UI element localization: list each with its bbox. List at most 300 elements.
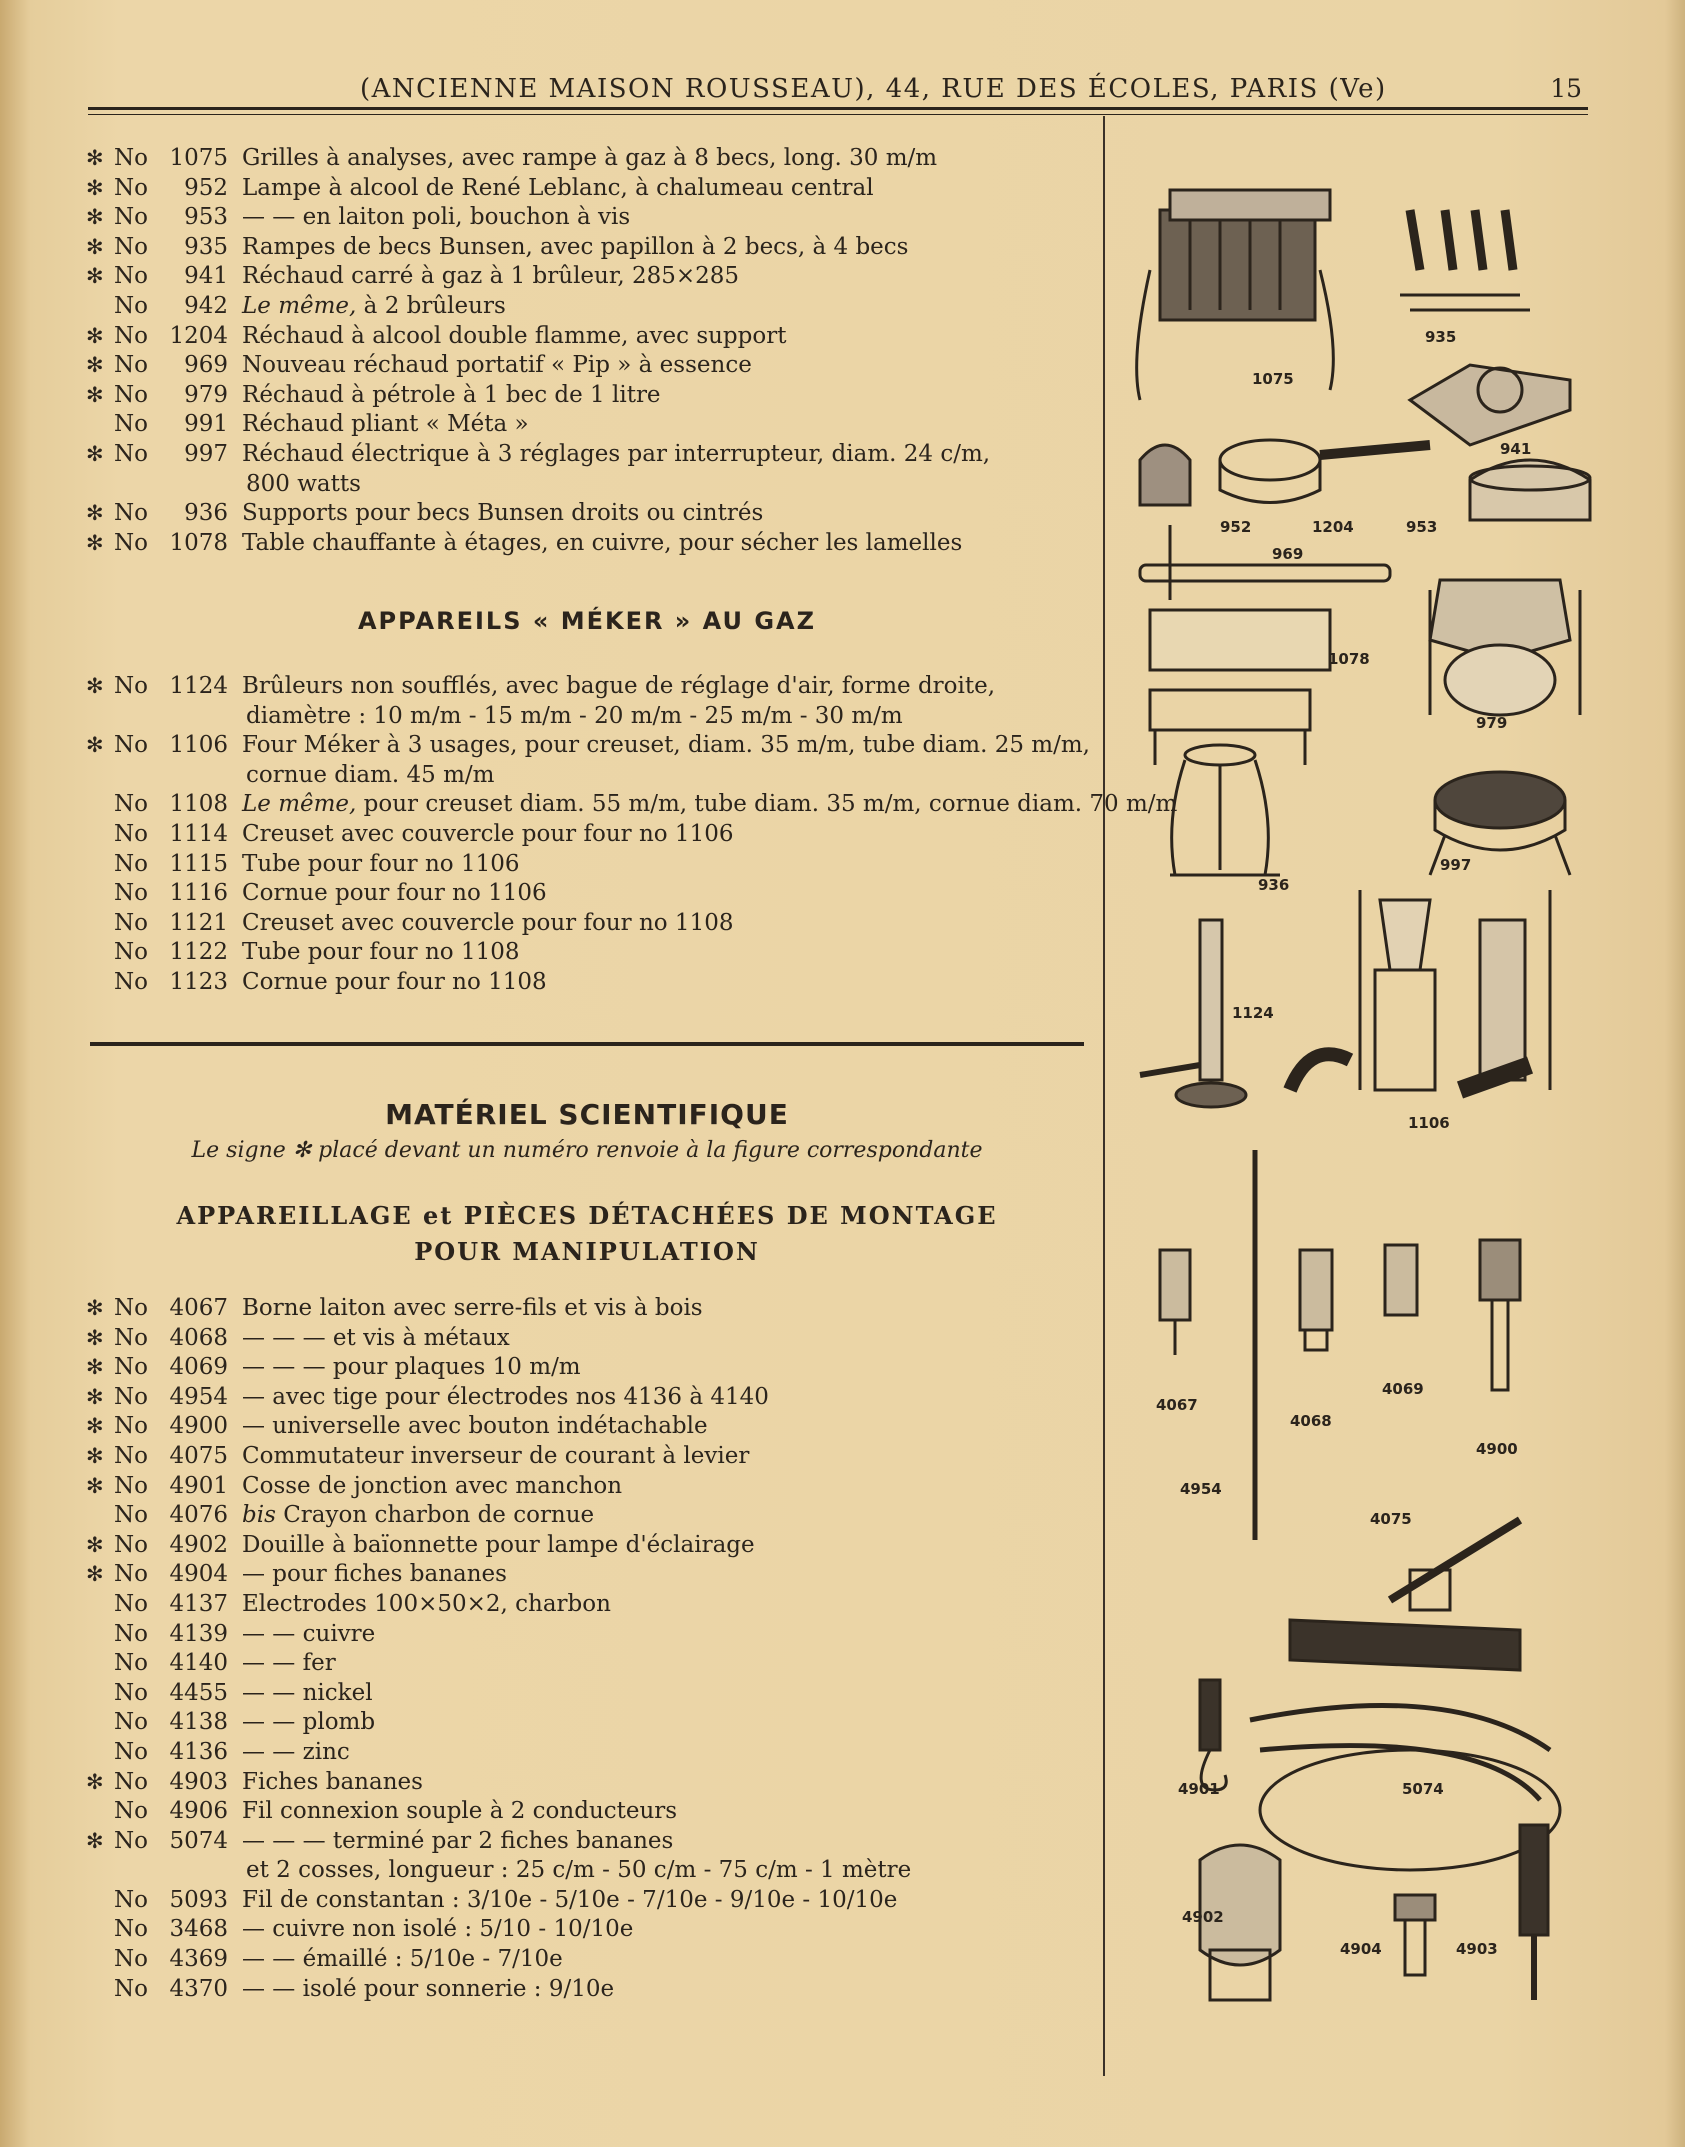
figure-label-4903: 4903	[1456, 1940, 1498, 1958]
catalog-entry-1122	[86, 938, 1096, 968]
figure-label-4901: 4901	[1178, 1780, 1220, 1798]
entry-description	[242, 1324, 510, 1354]
entry-no-label: No	[114, 1561, 148, 1588]
entry-description-text: — cuivre non isolé : 5/10 - 10/10e	[242, 1916, 634, 1943]
entry-description	[242, 820, 733, 850]
entry-no-label: No	[114, 1768, 148, 1795]
bunsen-support-936-illustration	[1170, 745, 1280, 875]
entry-continuation: 800 watts	[246, 470, 361, 497]
catalog-entry-5074	[86, 1827, 1096, 1857]
section-title-apparatus-1: APPAREILLAGE et PIÈCES DÉTACHÉES DE MONTAGE	[176, 1201, 998, 1230]
figure-label-5074: 5074	[1402, 1780, 1444, 1798]
entry-number: 991	[184, 411, 228, 438]
stove-969-illustration	[1140, 525, 1390, 600]
catalog-entry-1108	[86, 790, 1178, 820]
catalog-entry-3468	[86, 1915, 1096, 1945]
figure-label-4904: 4904	[1340, 1940, 1382, 1958]
entry-description	[242, 1353, 581, 1383]
entry-description	[242, 203, 630, 233]
entry-description	[242, 1412, 708, 1442]
catalog-entry-941	[86, 262, 1096, 292]
entry-no-label: No	[114, 233, 148, 260]
entry-number: 1115	[169, 850, 228, 877]
entry-description-text: Electrodes 100×50×2, charbon	[242, 1590, 611, 1617]
entry-number: 5074	[169, 1827, 228, 1854]
entry-description	[242, 381, 661, 411]
figure-label-4900: 4900	[1476, 1440, 1518, 1458]
meker-burner-1124-illustration	[1140, 920, 1246, 1107]
entry-description	[242, 1442, 749, 1472]
figure-label-4068: 4068	[1290, 1412, 1332, 1430]
catalog-entry-4140	[86, 1649, 1096, 1679]
figure-marker-icon: ✻	[86, 175, 104, 200]
entry-description-text: Rampes de becs Bunsen, avec papillon à 2 becs, à 4 becs	[242, 233, 909, 260]
catalog-entry-979	[86, 381, 1096, 411]
entry-description-text: Supports pour becs Bunsen droits ou cintrés	[242, 500, 764, 527]
entry-description-text: — avec tige pour électrodes nos 4136 à 4140	[242, 1383, 769, 1410]
entry-description	[242, 1738, 350, 1768]
entry-description-text: Tube pour four no 1108	[242, 939, 520, 966]
figure-marker-icon: ✻	[86, 264, 104, 289]
banana-plug-4903-illustration	[1520, 1825, 1548, 2000]
entry-number: 1108	[169, 791, 228, 818]
lug-4901-illustration	[1200, 1680, 1226, 1790]
entry-number: 4455	[169, 1679, 228, 1706]
entry-description	[242, 879, 547, 909]
catalog-entry-4903	[86, 1768, 1096, 1798]
entry-no-label: No	[114, 174, 148, 201]
entry-description-italic: Le même,	[242, 791, 357, 818]
entry-description-text: Fil connexion souple à 2 conducteurs	[242, 1798, 678, 1825]
entry-description-text: Cosse de jonction avec manchon	[242, 1472, 623, 1499]
entry-description-italic: Le même,	[242, 292, 357, 319]
entry-description	[242, 1531, 755, 1561]
entry-description-text: — — émaillé : 5/10e - 7/10e	[242, 1946, 563, 1973]
catalog-entry-5093	[86, 1886, 1096, 1916]
entry-no-label: No	[114, 909, 148, 936]
figure-marker-icon: ✻	[86, 353, 104, 378]
figure-marker-icon: ✻	[86, 234, 104, 259]
figure-label-997: 997	[1440, 856, 1472, 874]
entry-no-label: No	[114, 939, 148, 966]
entry-description	[242, 499, 763, 529]
entry-description-text: — — fer	[242, 1650, 336, 1677]
entry-description	[242, 1708, 375, 1738]
entry-number: 1124	[169, 673, 228, 699]
entry-description-text: — pour fiches bananes	[242, 1561, 507, 1588]
entry-no-label: No	[114, 850, 148, 877]
entry-description-text: Réchaud électrique à 3 réglages par interrupteur, diam. 24 c/m,	[242, 440, 991, 467]
catalog-entry-4902	[86, 1531, 1096, 1561]
warming-table-1078-illustration	[1150, 610, 1330, 765]
entry-number: 4069	[169, 1354, 228, 1381]
catalog-entry-4069	[86, 1353, 1096, 1383]
figure-label-4902: 4902	[1182, 1908, 1224, 1926]
figure-marker-icon: ✻	[86, 1414, 104, 1439]
figure-label-4067: 4067	[1156, 1396, 1198, 1414]
entry-description-text: Réchaud à pétrole à 1 bec de 1 litre	[242, 381, 661, 408]
figure-label-1204: 1204	[1312, 518, 1354, 536]
header-rule	[88, 114, 1588, 115]
entry-description-text: Creuset avec couvercle pour four no 1108	[242, 909, 734, 936]
entry-number: 4067	[169, 1295, 228, 1321]
entry-no-label: No	[114, 500, 148, 527]
entry-no-label: No	[114, 1413, 148, 1440]
catalog-entry-1116	[86, 879, 1096, 909]
figure-label-952: 952	[1220, 518, 1252, 536]
entry-description-text: Crayon charbon de cornue	[275, 1502, 595, 1529]
figure-marker-icon: ✻	[86, 382, 104, 407]
catalog-entry-4138	[86, 1708, 1096, 1738]
entry-no-label: No	[114, 1472, 148, 1499]
figure-marker-icon: ✻	[86, 733, 104, 758]
figure-label-935: 935	[1425, 328, 1457, 346]
catalog-entry-997	[86, 440, 1096, 470]
entry-no-label: No	[114, 204, 148, 231]
entry-description	[242, 1915, 633, 1945]
entry-description-text: Fil de constantan : 3/10e - 5/10e - 7/10e - 9/10e - 10/10e	[242, 1886, 898, 1913]
figure-label-4075: 4075	[1370, 1510, 1412, 1528]
entry-number: 1204	[169, 322, 228, 349]
entry-number: 4370	[169, 1975, 228, 2002]
entry-description	[242, 529, 962, 559]
entry-no-label: No	[114, 820, 148, 847]
entry-no-label: No	[114, 968, 148, 995]
entry-description	[242, 1620, 375, 1650]
catalog-entry-4954	[86, 1383, 1096, 1413]
entry-number: 1123	[169, 968, 228, 995]
entry-no-label: No	[114, 381, 148, 408]
entry-no-label: No	[114, 1679, 148, 1706]
catalog-entry-991	[86, 410, 1096, 440]
entry-description-text: à 2 brûleurs	[356, 292, 506, 319]
catalog-entry-953	[86, 203, 1096, 233]
figure-marker-icon: ✻	[86, 1296, 104, 1320]
catalog-entry-969	[86, 351, 1096, 381]
entry-number: 1121	[169, 909, 228, 936]
figure-label-4069: 4069	[1382, 1380, 1424, 1398]
entry-no-label: No	[114, 1916, 148, 1943]
entry-number: 4075	[169, 1442, 228, 1469]
entry-no-label: No	[114, 1324, 148, 1351]
entry-number: 1078	[169, 529, 228, 556]
catalog-entry-4370	[86, 1975, 1096, 2005]
figure-marker-icon: ✻	[86, 501, 104, 526]
entry-number: 936	[184, 500, 228, 527]
catalog-entry-4906	[86, 1797, 1096, 1827]
figure-label-941: 941	[1500, 440, 1532, 458]
figure-label-1124: 1124	[1232, 1004, 1274, 1022]
entry-description-text: — — zinc	[242, 1738, 350, 1765]
entry-no-label: No	[114, 440, 148, 467]
entry-description-text: Creuset avec couvercle pour four no 1106	[242, 820, 734, 847]
entry-description-text: Cornue pour four no 1106	[242, 880, 547, 907]
entry-description-text: Nouveau réchaud portatif « Pip » à essence	[242, 352, 752, 379]
entry-no-label: No	[114, 1975, 148, 2002]
catalog-entry-4369	[86, 1945, 1096, 1975]
entry-description	[242, 233, 908, 263]
catalog-entry-1124	[86, 672, 1096, 702]
figure-marker-icon: ✻	[86, 530, 104, 555]
switch-4075-illustration	[1290, 1520, 1520, 1670]
entry-description	[242, 1975, 614, 2005]
entry-number: 4954	[169, 1383, 228, 1410]
entry-no-label: No	[114, 791, 148, 818]
figure-marker-icon: ✻	[86, 1562, 104, 1587]
entry-description	[242, 790, 1177, 820]
section-note: Le signe ✻ placé devant un numéro renvoie à la figure correspondante	[191, 1138, 983, 1163]
figure-label-1078: 1078	[1328, 650, 1370, 668]
figure-marker-icon: ✻	[86, 1473, 104, 1498]
entry-description	[242, 938, 519, 968]
catalog-entry-1078	[86, 529, 1096, 559]
entry-description	[242, 292, 506, 322]
section-title-scientific: MATÉRIEL SCIENTIFIQUE	[385, 1098, 789, 1131]
entry-no-label: No	[114, 1620, 148, 1647]
header-title: (ANCIENNE MAISON ROUSSEAU), 44, RUE DES ÉCOLES, PARIS (Ve)	[360, 74, 1387, 104]
entry-description-text: Commutateur inverseur de courant à levier	[242, 1442, 750, 1469]
entry-description-text: pour creuset diam. 55 m/m, tube diam. 35 m/m, cornue diam. 70 m/m	[356, 791, 1178, 818]
entry-description	[242, 1886, 897, 1916]
catalog-entry-1121	[86, 909, 1096, 939]
grille-1075-illustration	[1137, 190, 1334, 400]
figure-marker-icon: ✻	[86, 205, 104, 230]
entry-number: 3468	[169, 1916, 228, 1943]
entry-number: 1122	[169, 939, 228, 966]
list-apparatus	[86, 1294, 1096, 2004]
catalog-entry-4137	[86, 1590, 1096, 1620]
entry-description	[242, 322, 786, 352]
entry-no-label: No	[114, 1354, 148, 1381]
catalog-entry-1204	[86, 322, 1096, 352]
entry-no-label: No	[114, 411, 148, 438]
burner-rack-935-illustration	[1400, 210, 1530, 310]
catalog-entry-1123	[86, 968, 1096, 998]
entry-description	[242, 850, 519, 880]
figure-marker-icon: ✻	[86, 1384, 104, 1409]
figure-marker-icon: ✻	[86, 1443, 104, 1468]
entry-no-label: No	[114, 1295, 148, 1321]
catalog-entry-4076	[86, 1501, 1096, 1531]
entry-number: 4137	[169, 1590, 228, 1617]
entry-description-text: Douille à baïonnette pour lampe d'éclairage	[242, 1531, 755, 1558]
entry-description	[242, 909, 733, 939]
entry-description	[242, 1768, 423, 1798]
entry-no-label: No	[114, 1590, 148, 1617]
entry-description	[242, 1501, 594, 1531]
entry-description-text: Borne laiton avec serre-fils et vis à bois	[242, 1295, 703, 1321]
entry-description-text: Fiches bananes	[242, 1768, 423, 1795]
entry-description-text: — — plomb	[242, 1709, 376, 1736]
figure-marker-icon: ✻	[86, 1769, 104, 1794]
entry-description-text: — universelle avec bouton indétachable	[242, 1413, 708, 1440]
entry-number: 952	[184, 174, 228, 201]
catalog-entry-942	[86, 292, 1096, 322]
figure-label-936: 936	[1258, 876, 1290, 894]
catalog-entry-4455	[86, 1679, 1096, 1709]
figure-label-969: 969	[1272, 545, 1304, 563]
entry-no-label: No	[114, 732, 148, 759]
entry-number: 979	[184, 381, 228, 408]
entry-description	[242, 1945, 563, 1975]
entry-no-label: No	[114, 1502, 148, 1529]
entry-no-label: No	[114, 145, 148, 171]
list-meker	[86, 672, 1178, 998]
gas-ring-941-illustration	[1410, 365, 1570, 445]
entry-no-label: No	[114, 673, 148, 699]
entry-description	[242, 262, 739, 292]
entry-no-label: No	[114, 1442, 148, 1469]
entry-description	[242, 1679, 373, 1709]
entry-description	[242, 1560, 507, 1590]
catalog-entry-1114	[86, 820, 1096, 850]
catalog-entry-4136	[86, 1738, 1096, 1768]
entry-number: 4901	[169, 1472, 228, 1499]
figure-marker-icon: ✻	[86, 1325, 104, 1350]
entry-number: 4903	[169, 1768, 228, 1795]
entry-description-text: — — cuivre	[242, 1620, 376, 1647]
entry-number: 1075	[169, 145, 228, 171]
entry-description-italic: bis	[242, 1502, 276, 1529]
entry-number: 969	[184, 352, 228, 379]
entry-description	[242, 1797, 677, 1827]
figure-marker-icon: ✻	[86, 146, 104, 170]
entry-no-label: No	[114, 292, 148, 319]
entry-number: 1114	[169, 820, 228, 847]
entry-no-label: No	[114, 1946, 148, 1973]
figure-label-953: 953	[1406, 518, 1438, 536]
entry-description-text: Réchaud à alcool double flamme, avec support	[242, 322, 787, 349]
entry-number: 4136	[169, 1738, 228, 1765]
entry-no-label: No	[114, 1798, 148, 1825]
entry-number: 4902	[169, 1531, 228, 1558]
entry-description-text: Réchaud pliant « Méta »	[242, 411, 529, 438]
entry-description-text: Lampe à alcool de René Leblanc, à chalumeau central	[242, 174, 874, 201]
entry-number: 4138	[169, 1709, 228, 1736]
figure-marker-icon: ✻	[86, 441, 104, 466]
meker-furnace-1106-illustration	[1290, 890, 1550, 1090]
entry-number: 5093	[169, 1886, 228, 1913]
entry-continuation: cornue diam. 45 m/m	[246, 761, 495, 788]
entry-description-text: — — — terminé par 2 fiches bananes	[242, 1827, 674, 1854]
entry-number: 4068	[169, 1324, 228, 1351]
entry-description	[242, 672, 995, 702]
list-heating-apparatus	[86, 144, 1096, 558]
catalog-entry-4904	[86, 1560, 1096, 1590]
entry-number: 4140	[169, 1650, 228, 1677]
catalog-entry-1115	[86, 850, 1096, 880]
figure-label-1106: 1106	[1408, 1114, 1450, 1132]
entry-number: 935	[184, 233, 228, 260]
entry-description	[242, 174, 874, 204]
catalog-entry-952	[86, 174, 1096, 204]
figure-label-4954: 4954	[1180, 1480, 1222, 1498]
entry-number: 953	[184, 204, 228, 231]
entry-description	[242, 1383, 769, 1413]
entry-continuation: et 2 cosses, longueur : 25 c/m - 50 c/m - 75 c/m - 1 mètre	[246, 1857, 912, 1884]
entry-number: 4900	[169, 1413, 228, 1440]
entry-description-text: — — isolé pour sonnerie : 9/10e	[242, 1975, 615, 2002]
catalog-entry-4068	[86, 1324, 1096, 1354]
entry-no-label: No	[114, 1383, 148, 1410]
entry-description-text: — — — pour plaques 10 m/m	[242, 1354, 581, 1381]
entry-description	[242, 1590, 611, 1620]
entry-description	[242, 144, 937, 174]
entry-no-label: No	[114, 1886, 148, 1913]
entry-number: 941	[184, 263, 228, 290]
catalog-entry-4067	[86, 1294, 1096, 1324]
catalog-entry-1106	[86, 731, 1096, 761]
entry-number: 4906	[169, 1798, 228, 1825]
kerosene-stove-979-illustration	[1430, 580, 1580, 715]
section-title-apparatus-2: POUR MANIPULATION	[414, 1237, 760, 1266]
entry-no-label: No	[114, 263, 148, 290]
catalog-entry-4900	[86, 1412, 1096, 1442]
entry-description	[242, 1827, 673, 1857]
illustration-panel	[1110, 160, 1670, 2120]
entry-description-text: — — nickel	[242, 1679, 373, 1706]
entry-number: 942	[184, 292, 228, 319]
entry-number: 4139	[169, 1620, 228, 1647]
entry-description	[242, 410, 529, 440]
entry-number: 1116	[169, 880, 228, 907]
entry-description	[242, 1294, 703, 1324]
entry-no-label: No	[114, 529, 148, 556]
figure-marker-icon: ✻	[86, 1532, 104, 1557]
socket-4904-illustration	[1395, 1895, 1435, 1975]
entry-description	[242, 440, 990, 470]
entry-continuation: diamètre : 10 m/m - 15 m/m - 20 m/m - 25 m/m - 30 m/m	[246, 702, 903, 729]
column-divider	[1103, 116, 1105, 2076]
entry-description-text: Grilles à analyses, avec rampe à gaz à 8 becs, long. 30 m/m	[242, 145, 938, 171]
catalog-entry-4901	[86, 1472, 1096, 1502]
figure-marker-icon: ✻	[86, 323, 104, 348]
entry-no-label: No	[114, 1738, 148, 1765]
figure-marker-icon: ✻	[86, 674, 104, 698]
entry-no-label: No	[114, 1650, 148, 1677]
catalog-entry-1075	[86, 144, 1096, 174]
figure-label-979: 979	[1476, 714, 1508, 732]
entry-number: 4904	[169, 1561, 228, 1588]
entry-description-text: Cornue pour four no 1108	[242, 968, 547, 995]
entry-description-text: Four Méker à 3 usages, pour creuset, diam. 35 m/m, tube diam. 25 m/m,	[242, 732, 1090, 759]
entry-description-text: Tube pour four no 1106	[242, 850, 520, 877]
entry-no-label: No	[114, 1709, 148, 1736]
section-divider	[90, 1042, 1084, 1046]
catalog-entry-935	[86, 233, 1096, 263]
entry-number: 997	[184, 440, 228, 467]
entry-description-text: — — en laiton poli, bouchon à vis	[242, 204, 631, 231]
entry-description	[242, 731, 1090, 761]
entry-description	[242, 968, 547, 998]
figure-marker-icon: ✻	[86, 1355, 104, 1380]
terminals-illustration	[1160, 1240, 1520, 1390]
entry-no-label: No	[114, 880, 148, 907]
entry-number: 4369	[169, 1946, 228, 1973]
catalog-entry-4139	[86, 1620, 1096, 1650]
page-header	[88, 70, 1588, 110]
catalog-entry-4075	[86, 1442, 1096, 1472]
entry-no-label: No	[114, 352, 148, 379]
entry-description-text: Réchaud carré à gaz à 1 brûleur, 285×285	[242, 263, 740, 290]
entry-no-label: No	[114, 1531, 148, 1558]
entry-description	[242, 351, 752, 381]
entry-description	[242, 1649, 336, 1679]
page-number: 15	[1550, 74, 1582, 103]
entry-no-label: No	[114, 1827, 148, 1854]
entry-description-text: Table chauffante à étages, en cuivre, pour sécher les lamelles	[242, 529, 963, 556]
entry-number: 1106	[169, 732, 228, 759]
